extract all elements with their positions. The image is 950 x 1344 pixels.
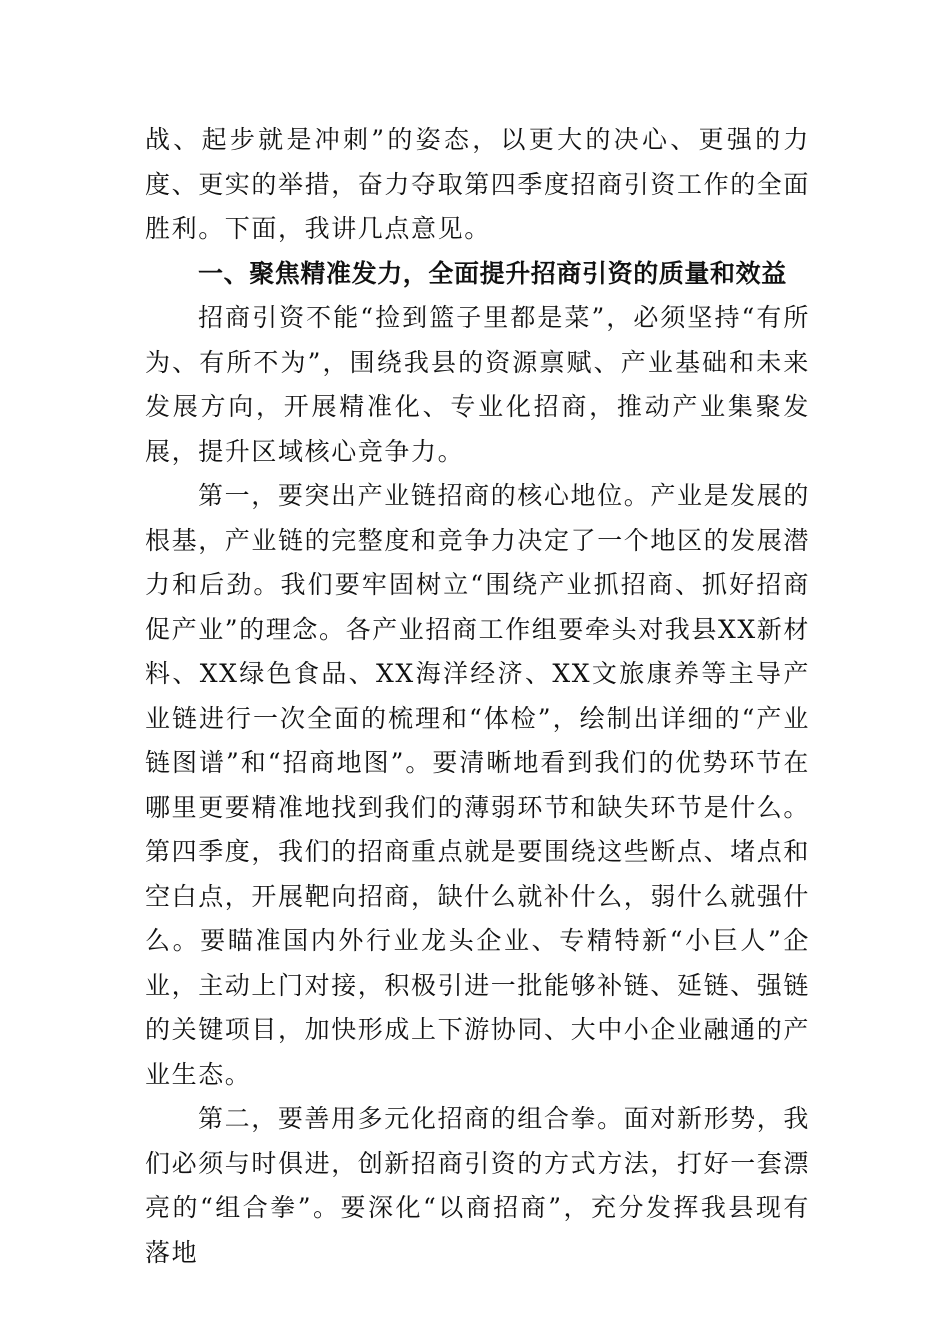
paragraph-continuation: 战、起步就是冲刺”的姿态，以更大的决心、更强的力度、更实的举措，奋力夺取第四季度招商引资工作的全面胜利。下面，我讲几点意见。 [145, 125, 811, 243]
section-heading-1: 一、聚焦精准发力，全面提升招商引资的质量和效益 [198, 258, 787, 288]
paragraph-first-point: 第一，要突出产业链招商的核心地位。产业是发展的根基，产业链的完整度和竞争力决定了一个地区的发展潜力和后劲。我们要牢固树立“围绕产业抓招商、抓好招商促产业”的理念。各产业招商工作组要牵头对我县XX新材料、XX绿色食品、XX海洋经济、XX文旅康养等主导产业链进行一次全面的梳理和“体检”，绘制出详细的“产业链图谱”和“招商地图”。要清晰地看到我们的优势环节在哪里更要精准地找到我们的薄弱环节和缺失环节是什么。第四季度，我们的招商重点就是要围绕这些断点、堵点和空白点，开展靶向招商，缺什么就补什么，弱什么就强什么。要瞄准国内外行业龙头企业、专精特新“小巨人”企业，主动上门对接，积极引进一批能够补链、延链、强链的关键项目，加快形成上下游协同、大中小企业融通的产业生态。 [145, 481, 811, 1089]
paragraph-second-point: 第二，要善用多元化招商的组合拳。面对新形势，我们必须与时俱进，创新招商引资的方式方法，打好一套漂亮的“组合拳”。要深化“以商招商”，充分发挥我县现有落地 [145, 1104, 811, 1267]
paragraph-intro: 招商引资不能“捡到篮子里都是菜”，必须坚持“有所为、有所不为”，围绕我县的资源禀赋、产业基础和未来发展方向，开展精准化、专业化招商，推动产业集聚发展，提升区域核心竞争力。 [145, 303, 810, 466]
document-body [145, 118, 810, 1275]
